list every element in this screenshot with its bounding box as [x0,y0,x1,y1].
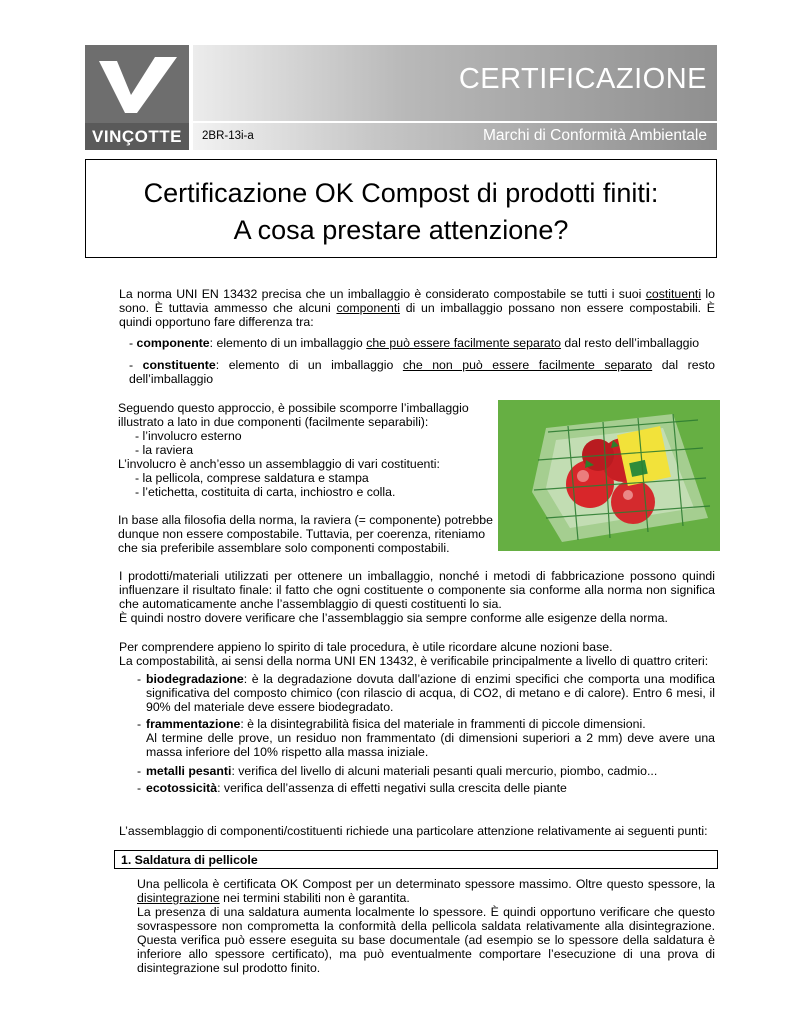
example-item-etichetta: - l’etichetta, costituita di carta, inchiostro e colla. [135,485,396,499]
definition-componente: - componente: elemento di un imballaggio che può essere facilmente separato dal resto dell’imballaggio [129,336,700,350]
criteria-dash: - [137,781,142,795]
criterion-ecotossicita: ecotossicità: verifica dell’assenza di effetti negativi sulla crescita delle piante [146,781,567,795]
section-paragraph-2: La presenza di una saldatura aumenta localmente lo spessore. È quindi opportuno verificare che questo sovraspessore non comprometta la conformità della pellicola saldata relativamente alla disintegrazione. Questa verifica può essere eseguita su base documentale (ad esempio se lo spessore della saldatura è inferiore allo spessore certificato), ma può eventualmente comportare l’esecuzione di una prova di disintegrazione sul prodotto finito. [137,905,715,975]
body-paragraph-4: La compostabilità, ai sensi della norma UNI EN 13432, è verificabile principalmente a livello di quattro criteri: [119,654,709,668]
page-header [85,45,717,152]
doc-code: 2BR-13i-a [202,130,254,142]
criterion-frammentazione-detail: Al termine delle prove, un residuo non frammentato (di dimensioni superiori a 2 mm) deve avere una massa inferiore del 10% rispetto alla massa iniziale. [146,731,715,759]
header-title-band [193,45,717,121]
page-title-line1: Certificazione OK Compost di prodotti finiti: [143,178,659,208]
criteria-dash: - [137,672,142,686]
criterion-frammentazione: frammentazione: è la disintegrabilità fisica del materiale in frammenti di piccole dimensioni. [146,717,646,731]
header-category: CERTIFICAZIONE [458,63,707,95]
vincotte-logo [85,45,189,150]
section-heading-box [114,850,718,869]
page-title-line2: A cosa prestare attenzione? [233,215,569,245]
body-paragraph-3: Per comprendere appieno lo spirito di tale procedura, è utile ricordare alcune nozioni base. [119,640,613,654]
section-heading: 1. Saldatura di pellicole [121,853,258,867]
intro-paragraph: La norma UNI EN 13432 precisa che un imballaggio è considerato compostabile se tutti i suoi costituenti lo sono. È tuttavia ammesso che alcuni componenti di un imballaggio possano non essere compostabili. È quindi opportuno fare differenza tra: [119,287,716,329]
example-item-involucro: - l’involucro esterno [135,429,242,443]
packaged-tomatoes-photo [498,400,720,551]
body-paragraph-1: I prodotti/materiali utilizzati per ottenere un imballaggio, nonché i metodi di fabbricazione possono quindi influenzare il risultato finale: il fatto che ogni costituente o componente sia conforme alla norma non significa che automaticamente anche l’assemblaggio di questi costituenti lo sia. [119,569,715,611]
criteria-dash: - [137,764,142,778]
example-item-pellicola: - la pellicola, comprese saldatura e stampa [135,471,369,485]
body-paragraph-2: È quindi nostro dovere verificare che l’assemblaggio sia sempre conforme alle esigenze della norma. [119,611,668,625]
title-box [85,159,717,258]
closing-paragraph: L’assemblaggio di componenti/costituenti richiede una particolare attenzione relativamente ai seguenti punti: [119,824,708,838]
tomatoes-image-icon [498,400,720,551]
header-sub-band [193,123,717,150]
vincotte-v-logo-icon [85,45,189,123]
example-conclusion: In base alla filosofia della norma, la raviera (= componente) potrebbe dunque non essere compostabile. Tuttavia, per coerenza, riteniamo che sia preferibile assemblare solo componenti compostabili. [118,513,493,555]
criterion-metalli-pesanti: metalli pesanti: verifica del livello di alcuni materiali pesanti quali mercurio, piombo, cadmio... [146,764,658,778]
example-item-raviera: - la raviera [135,443,194,457]
example-paragraph: Seguendo questo approccio, è possibile scomporre l’imballaggio illustrato a lato in due componenti (facilmente separabili): [118,401,469,429]
criterion-biodegradazione: biodegradazione: è la degradazione dovuta dall’azione di enzimi specifici che comporta una modifica significativa del composto chimico (con rilascio di acqua, di CO2, di metano e di calore). Entro 6 mesi, il 90% del materiale deve essere biodegradato. [146,672,715,714]
section-paragraph-1: Una pellicola è certificata OK Compost per un determinato spessore massimo. Oltre questo spessore, la disintegrazione nei termini stabiliti non è garantita. [137,877,715,905]
logo-text: VINÇOTTE [85,123,189,150]
example-involucro-text: L’involucro è anch’esso un assemblaggio di vari costituenti: [118,457,440,471]
header-subtitle: Marchi di Conformità Ambientale [483,127,707,144]
definition-constituente: - constituente: elemento di un imballaggio che non può essere facilmente separato dal resto dell’imballaggio [129,358,715,386]
criteria-dash: - [137,717,142,731]
